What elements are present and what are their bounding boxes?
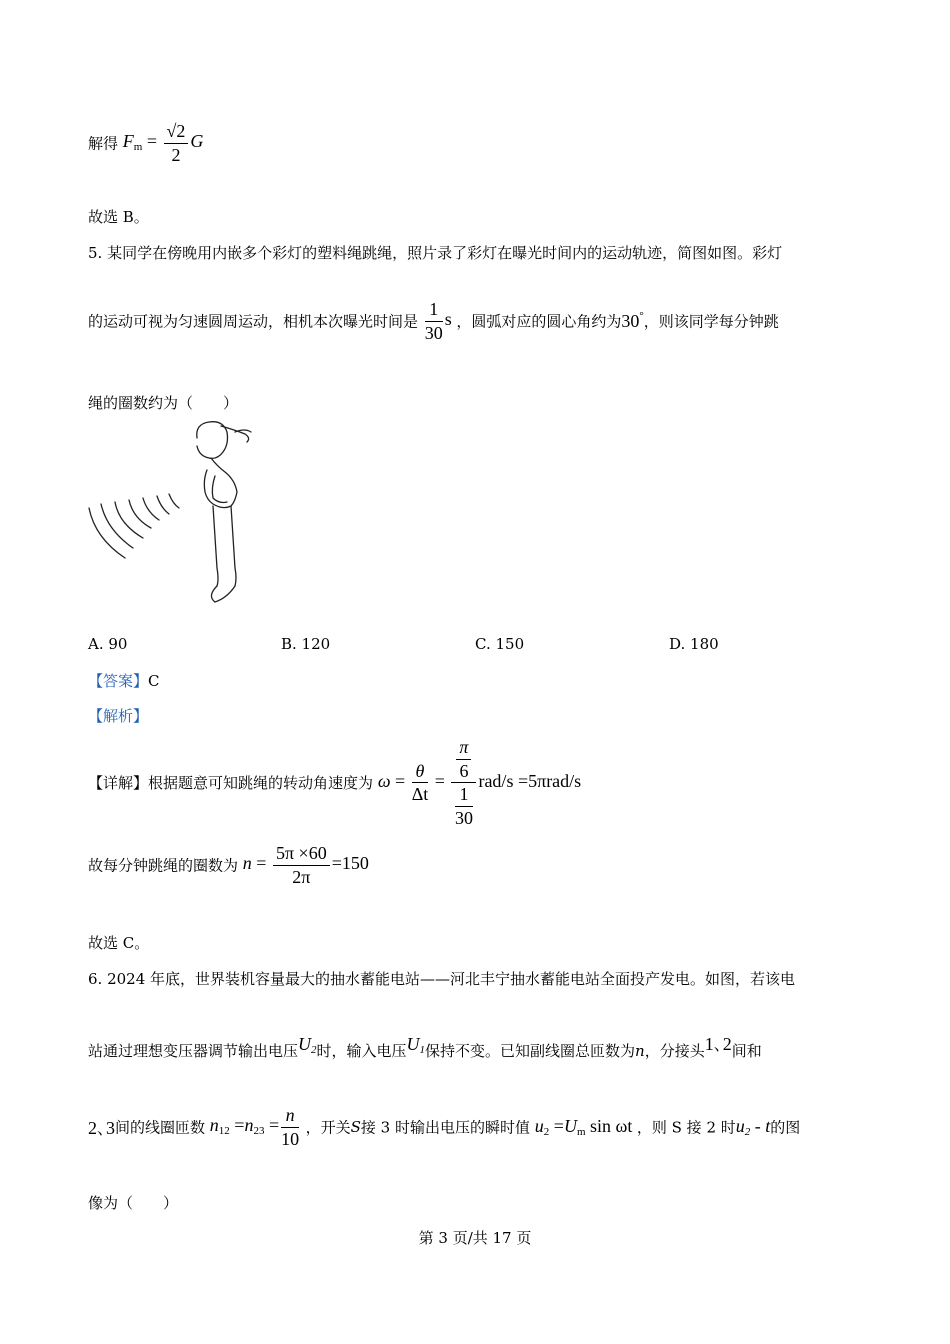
q6-line3-text-b: 间的线圈匝数: [115, 1118, 206, 1137]
one: 1: [455, 783, 473, 807]
answer-value: C: [148, 672, 160, 690]
light-trail-arc: [115, 502, 143, 538]
q6-line2-text-e: 间和: [731, 1042, 762, 1060]
detail-line: [88, 736, 581, 829]
six: 6: [459, 760, 469, 781]
n-result: =150: [331, 853, 369, 874]
u2t-subscript: 2: [744, 1126, 751, 1138]
q5-line2-text-b: ，圆弧对应的圆心角约为: [456, 312, 622, 331]
n23-subscript: 23: [253, 1125, 265, 1138]
q6-line2-text-d: ，分接头: [644, 1042, 705, 1060]
u1-letter: U: [406, 1034, 420, 1054]
u2-letter: U: [298, 1034, 312, 1054]
exposure-den: 30: [424, 322, 443, 343]
fm-symbol: F: [122, 131, 134, 152]
frac-den: 2: [171, 144, 181, 165]
option-b: B. 120: [281, 635, 331, 653]
turns-frac-num: n: [281, 1104, 299, 1128]
q4-conclusion: 故选 B。: [88, 208, 149, 226]
pi6-over-1-30: [451, 736, 476, 829]
n12-subscript: 12: [218, 1125, 230, 1138]
q5-line1: 5. 某同学在傍晚用内嵌多个彩灯的塑料绳跳绳，照片录了彩灯在曝光时间内的运动轨迹，简图如图。彩灯: [88, 244, 783, 262]
equation-fm: [122, 121, 204, 165]
frac-num: √2: [164, 120, 189, 144]
n-denominator: 2π: [292, 866, 311, 887]
um-letter: U: [563, 1116, 577, 1136]
thirty: 30: [454, 807, 473, 828]
q6-line2-text-a: 站通过理想变压器调节输出电压: [88, 1042, 299, 1060]
u2-lower-subscript: 2: [543, 1126, 550, 1138]
light-trail-arc: [157, 496, 169, 514]
girl-leg: [213, 506, 218, 586]
angle-number: 30: [621, 311, 640, 331]
girl-leg: [231, 506, 236, 586]
delta-t: Δt: [411, 784, 429, 804]
u2-symbol: [298, 1034, 317, 1054]
n23-letter: n: [244, 1115, 254, 1136]
u2-t-symbol: [736, 1116, 771, 1136]
u2-subscript: 2: [311, 1044, 317, 1056]
girl-foot: [211, 586, 235, 602]
n12-letter: n: [209, 1115, 219, 1136]
n-variable: n: [635, 1042, 645, 1060]
omega-result: =5πrad/s: [517, 770, 582, 791]
q6-line2-text-b: 时，输入电压: [316, 1042, 407, 1060]
n-numerator: 5π ×60: [273, 842, 330, 866]
q6-line1: 6. 2024 年底，世界装机容量最大的抽水蓄能电站——河北丰宁抽水蓄能电站全面投产发电。如图，若该电: [88, 970, 796, 988]
um-subscript: m: [576, 1126, 586, 1138]
pi-symbol: π: [456, 736, 471, 760]
rad-unit: rad/s: [478, 770, 514, 791]
u1-subscript: 1: [419, 1044, 426, 1056]
s-variable: S: [350, 1118, 361, 1136]
analysis-tag: 【解析】: [88, 707, 149, 725]
g-symbol: G: [190, 131, 204, 152]
q6-line3: [88, 1104, 800, 1150]
option-a: A. 90: [88, 635, 128, 653]
n-symbol: n: [242, 853, 252, 874]
answer-tag: 【答案】: [88, 672, 149, 690]
u2-lower: u: [534, 1116, 544, 1136]
option-d: D. 180: [669, 635, 719, 653]
q6-line3-text-f: 的图: [770, 1118, 801, 1137]
theta-symbol: θ: [412, 760, 429, 784]
omega-symbol: ω: [377, 770, 391, 791]
taps-label-23: 2､3: [88, 1118, 115, 1138]
light-trail-arc: [169, 494, 179, 508]
light-trail-arc: [143, 498, 159, 520]
exposure-unit: s: [444, 309, 452, 330]
detail-tag: 【详解】: [88, 774, 149, 792]
exposure-num: 1: [425, 298, 443, 322]
girl-arm: [212, 476, 227, 503]
q5-line3: 绳的圈数约为（ ）: [88, 394, 239, 412]
q6-line2: [88, 1030, 762, 1061]
u1-symbol: [407, 1034, 426, 1054]
q6-line3-text-e: ，则 S 接 2 时: [636, 1118, 736, 1137]
turns-frac-den: 10: [281, 1128, 300, 1149]
answer-line: [88, 670, 160, 691]
q6-line2-text-c: 保持不变。已知副线圈总匝数为: [425, 1042, 636, 1060]
q6-line4: 像为（ ）: [88, 1194, 179, 1212]
fm-subscript: m: [133, 141, 143, 154]
solve-line: [88, 120, 203, 166]
angle-value: [621, 311, 643, 331]
u2t-letter: u: [735, 1116, 745, 1136]
page-footer: 第 3 页/共 17 页: [418, 1229, 532, 1247]
count-text: 故每分钟跳绳的圈数为: [88, 856, 239, 875]
jump-rope-figure: [85, 418, 260, 608]
equals-sign: =: [146, 131, 158, 152]
equals-sign: =: [434, 770, 445, 791]
exposure-time: [423, 299, 457, 343]
q6-line3-text-c: ，开关: [305, 1118, 351, 1137]
girl-body: [204, 458, 237, 508]
sqrt2-over-2: [164, 120, 189, 166]
q5-conclusion: 故选 C。: [88, 934, 150, 952]
dash-t: - t: [750, 1116, 771, 1136]
u2-equation: $u_2 =U_m$ sin ωt: [534, 1116, 633, 1138]
q5-line2-text-c: ，则该同学每分钟跳: [643, 312, 779, 331]
option-c: C. 150: [475, 635, 525, 653]
turns-equation: $n_{12} =n_{23}$ = $\frac{n}{10}$: [209, 1105, 300, 1149]
q6-line3-text-d: 接 3 时输出电压的瞬时值: [360, 1118, 530, 1137]
sin-term: sin ωt: [590, 1116, 633, 1136]
equals-sign: =: [395, 770, 406, 791]
degree-sign: °: [639, 310, 644, 322]
taps-label: 1､2: [704, 1034, 732, 1054]
count-line: [88, 842, 369, 888]
solve-prefix: 解得: [88, 134, 119, 153]
q5-line2-text-a: 的运动可视为匀速圆周运动，相机本次曝光时间是: [88, 312, 419, 331]
light-trail-arc: [129, 500, 151, 528]
q5-line2: [88, 298, 779, 344]
equals-sign: =: [256, 853, 267, 874]
detail-text: 根据题意可知跳绳的转动角速度为: [148, 774, 374, 792]
